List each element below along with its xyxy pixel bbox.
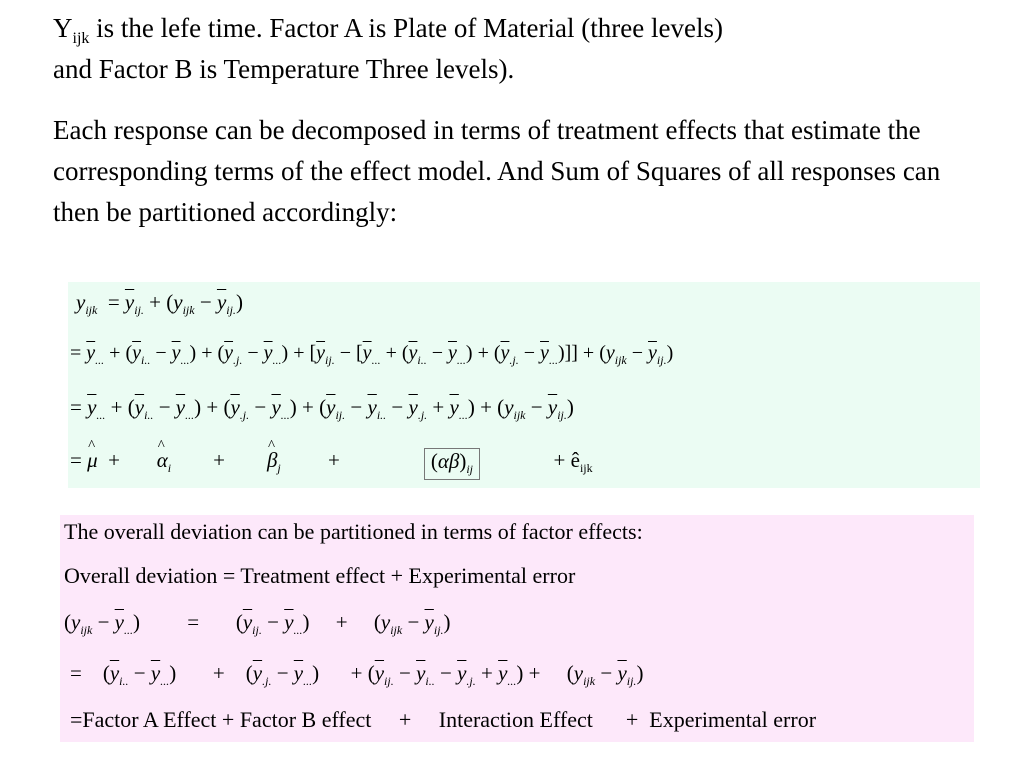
intro-line1: is the lefe time. Factor A is Plate of Material (three levels) bbox=[89, 13, 723, 43]
equation-line-2: = $\overline{y}_{...} + (\overline{y}_{i..} - \overline{y}_{...}) + (\overline{y}_{.j.} - \overline{y}_{...}) + [\overline{y}_{ij.} - [\overline{y}_{...} + (\overline{y}_{i..} - \overline{y}_{...}) + (\overline{y}_{.j.} - \overline{y}_{...})]] + (y_{ijk} - \overline{y}_{ij.})$ bbox=[70, 342, 674, 367]
deviation-equation: $(y_{ijk} - \overline{y}_{...})$ = $(\overline{y}_{ij.} - \overline{y}_{...})$ + $(y_{ijk} - \overline{y}_{ij.})$ bbox=[64, 610, 451, 637]
response-symbol: Y bbox=[53, 13, 73, 43]
factor-partition-equation: = $(\overline{y}_{i..} - \overline{y}_{...})$ + $(\overline{y}_{.j.} - \overline{y}_{...})$ + $(\overline{y}_{ij.} - \overline{y}_{i..} - \overline{y}_{.j.} + \overline{y}_{...})$ + $(y_{ijk} - \overline{y}_{ij.})$ bbox=[70, 661, 644, 688]
equation-line-3: = $\overline{y}_{...} + (\overline{y}_{i..} - \overline{y}_{...}) + (\overline{y}_{.j.} - \overline{y}_{...}) + (\overline{y}_{ij.} - \overline{y}_{i..} - \overline{y}_{.j.} + \overline{y}_{...}) + (y_{ijk} - \overline{y}_{ij.})$ bbox=[70, 395, 574, 422]
effect-model-equation-box bbox=[68, 282, 980, 488]
equation-line-1: $y_{ijk} = \overline{y}_{ij.} + (y_{ijk} - \overline{y}_{ij.})$ bbox=[76, 290, 243, 317]
interaction-term-box: $(\alpha\beta)_{ij}$ bbox=[424, 448, 480, 480]
effects-summary-line: =Factor A Effect + Factor B effect + Interaction Effect + Experimental error bbox=[70, 707, 817, 732]
overall-deviation-line: Overall deviation = Treatment effect + Experimental error bbox=[64, 563, 576, 588]
intro-line2: and Factor B is Temperature Three levels). bbox=[53, 54, 515, 84]
intro-paragraph bbox=[53, 8, 983, 90]
equation-line-4: = ^ μ + ^ $\alpha_i$ + ^ $\beta_j$ + $(\alpha\beta)_{ij}$ + $ê_{ijk}$ bbox=[70, 448, 593, 480]
response-subscript: ijk bbox=[72, 30, 90, 47]
decomposition-paragraph: Each response can be decomposed in terms of treatment effects that estimate the corresponding terms of the effect model. And Sum of Squares of all responses can then be partitioned accordingly: bbox=[53, 115, 941, 227]
partition-intro-line: The overall deviation can be partitioned in terms of factor effects: bbox=[64, 519, 643, 544]
